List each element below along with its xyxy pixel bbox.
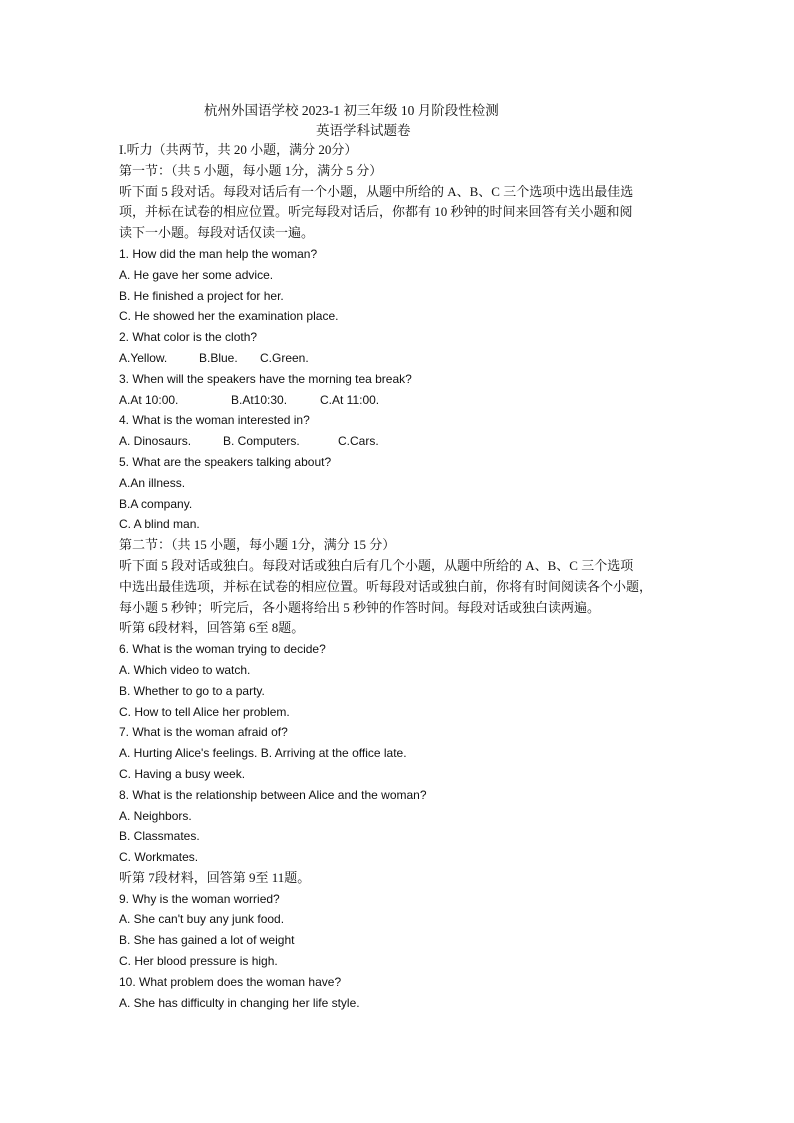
question-1: 1. How did the man help the woman?	[119, 246, 318, 261]
part-two-heading: 第二节：（共 15 小题，每小题 1分，满分 15 分）	[119, 537, 396, 553]
question-9: 9. Why is the woman worried?	[119, 891, 280, 906]
option: C.Green.	[260, 350, 309, 365]
question-6: 6. What is the woman trying to decide?	[119, 642, 326, 657]
option: A. Which video to watch.	[119, 662, 251, 677]
option: B. Computers.	[223, 434, 300, 449]
material-heading: 听第 7段材料，回答第 9至 11题。	[119, 869, 311, 885]
option: C.Cars.	[338, 434, 379, 449]
instructions-line: 听下面 5 段对话。每段对话后有一个小题，从题中所给的 A、B、C 三个选项中选出最佳选	[119, 183, 634, 199]
option: C. Her blood pressure is high.	[119, 954, 278, 969]
option: C. A blind man.	[119, 517, 200, 532]
option: C.At 11:00.	[320, 392, 380, 407]
option: C. How to tell Alice her problem.	[119, 704, 290, 719]
instructions-line: 中选出最佳选项，并标在试卷的相应位置。听每段对话或独白前，你将有时间阅读各个小题，	[119, 578, 653, 594]
instructions-line: 听下面 5 段对话或独白。每段对话或独白后有几个小题，从题中所给的 A、B、C 三个选项	[119, 557, 634, 573]
part-one-heading: 第一节：（共 5 小题，每小题 1分，满分 5 分）	[119, 162, 383, 178]
option: A. Neighbors.	[119, 808, 192, 823]
option: B. Classmates.	[119, 829, 200, 844]
option: B.Blue.	[199, 350, 238, 365]
question-4: 4. What is the woman interested in?	[119, 413, 310, 428]
instructions-line: 每小题 5 秒钟；听完后，各小题将给出 5 秒钟的作答时间。每段对话或独白读两遍。	[119, 599, 601, 615]
option: C. Having a busy week.	[119, 766, 246, 781]
question-3: 3. When will the speakers have the morning tea break?	[119, 371, 412, 386]
question-5: 5. What are the speakers talking about?	[119, 454, 332, 469]
options-row	[119, 348, 679, 369]
option: A.At 10:00.	[119, 392, 179, 407]
exam-subtitle: 英语学科试题卷	[316, 123, 411, 138]
option: A. Hurting Alice's feelings. B. Arriving at the office late.	[119, 746, 407, 761]
option: A. She has difficulty in changing her life style.	[119, 995, 360, 1010]
option: B.A company.	[119, 496, 193, 511]
option: A. Dinosaurs.	[119, 434, 192, 449]
option: A. She can't buy any junk food.	[119, 912, 285, 927]
option: A.Yellow.	[119, 350, 168, 365]
question-7: 7. What is the woman afraid of?	[119, 725, 288, 740]
option: C. Workmates.	[119, 850, 199, 865]
exam-content	[119, 140, 679, 1013]
exam-title: 杭州外国语学校 2023-1 初三年级 10 月阶段性检测	[204, 103, 499, 118]
question-2: 2. What color is the cloth?	[119, 330, 258, 345]
option: B. Whether to go to a party.	[119, 683, 265, 698]
section-heading: I.听力（共两节，共 20 小题，满分 20分）	[119, 142, 358, 157]
question-8: 8. What is the relationship between Alice and the woman?	[119, 787, 427, 802]
material-heading: 听第 6段材料，回答第 6至 8题。	[119, 620, 305, 636]
instructions-line: 读下一小题。每段对话仅读一遍。	[119, 225, 315, 241]
option: A. He gave her some advice.	[119, 267, 274, 282]
options-row	[119, 431, 679, 452]
option: C. He showed her the examination place.	[119, 309, 339, 324]
option: B.At10:30.	[231, 392, 288, 407]
option: A.An illness.	[119, 475, 186, 490]
option: B. He finished a project for her.	[119, 288, 284, 303]
instructions-line: 项，并标在试卷的相应位置。听完每段对话后，你都有 10 秒钟的时间来回答有关小题和阅	[119, 204, 633, 220]
question-10: 10. What problem does the woman have?	[119, 974, 342, 989]
options-row	[119, 390, 679, 411]
option: B. She has gained a lot of weight	[119, 933, 295, 948]
